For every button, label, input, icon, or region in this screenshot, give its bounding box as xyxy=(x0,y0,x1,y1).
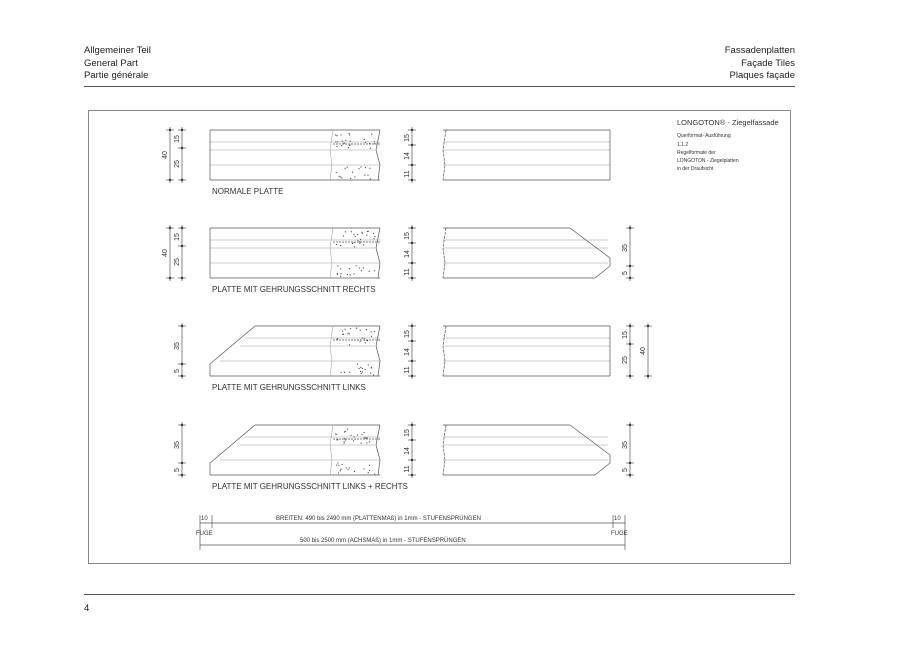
header-right-de: Fassadenplatten xyxy=(724,45,795,56)
dim-5: 5 xyxy=(174,369,181,373)
joint-left: 10 xyxy=(201,516,208,522)
dim-40: 40 xyxy=(640,347,647,355)
dim-35: 35 xyxy=(174,342,181,350)
joint-right: 10 xyxy=(614,516,621,522)
dim-40: 40 xyxy=(162,249,169,257)
dim-14: 14 xyxy=(404,447,411,455)
achsmass-label: 500 bis 2500 mm (ACHSMAß) in 1mm - STUFENSPRÜNGEN xyxy=(300,538,466,544)
dim-15: 15 xyxy=(622,331,629,339)
dim-15: 15 xyxy=(404,134,411,142)
plate-caption: PLATTE MIT GEHRUNGSSCHNITT LINKS + RECHTS xyxy=(212,482,408,491)
dim-5: 5 xyxy=(174,468,181,472)
legend-line: 1.1.2 xyxy=(677,142,689,148)
dim-15: 15 xyxy=(404,232,411,240)
dim-5: 5 xyxy=(622,271,629,275)
dim-25: 25 xyxy=(622,356,629,364)
page-number: 4 xyxy=(84,603,90,614)
legend-line: Querformat- Ausführung xyxy=(677,133,731,139)
dim-35: 35 xyxy=(622,244,629,252)
legend-line: LONGOTON - Ziegelplatten xyxy=(677,158,739,164)
dim-11: 11 xyxy=(404,268,411,276)
dim-35: 35 xyxy=(174,441,181,449)
dim-25: 25 xyxy=(174,160,181,168)
header-right-fr: Plaques façade xyxy=(729,70,795,81)
dim-11: 11 xyxy=(404,170,411,178)
legend-title: LONGOTON® - Ziegelfassade xyxy=(677,118,779,127)
dim-25: 25 xyxy=(174,258,181,266)
plate-caption: PLATTE MIT GEHRUNGSSCHNITT RECHTS xyxy=(212,285,376,294)
dim-40: 40 xyxy=(162,151,169,159)
dim-14: 14 xyxy=(404,250,411,258)
plate-caption: PLATTE MIT GEHRUNGSSCHNITT LINKS xyxy=(212,383,366,392)
header-left-de: Allgemeiner Teil xyxy=(84,45,151,56)
plate-caption: NORMALE PLATTE xyxy=(212,187,284,196)
dim-5: 5 xyxy=(622,468,629,472)
breiten-label: BREITEN: 490 bis 2490 mm (PLATTENMAß) in 1mm - STUFENSPRÜNGEN xyxy=(276,516,481,522)
dim-15: 15 xyxy=(404,429,411,437)
header-left-en: General Part xyxy=(84,57,138,69)
dim-15: 15 xyxy=(174,233,181,241)
header-right-en: Façade Tiles xyxy=(741,57,795,69)
dim-15: 15 xyxy=(404,330,411,338)
dim-14: 14 xyxy=(404,348,411,356)
fuge-right: FUGE xyxy=(611,531,628,537)
legend-box xyxy=(677,118,779,172)
legend-line: in der Draufsicht xyxy=(677,166,714,172)
dim-14: 14 xyxy=(404,152,411,160)
legend-line: Regelformate der xyxy=(677,150,716,156)
dim-35: 35 xyxy=(622,441,629,449)
header-left-fr: Partie générale xyxy=(84,70,149,81)
dim-11: 11 xyxy=(404,366,411,374)
fuge-left: FUGE xyxy=(196,531,213,537)
dim-11: 11 xyxy=(404,465,411,473)
width-dimensions xyxy=(196,515,628,550)
dim-15: 15 xyxy=(174,135,181,143)
